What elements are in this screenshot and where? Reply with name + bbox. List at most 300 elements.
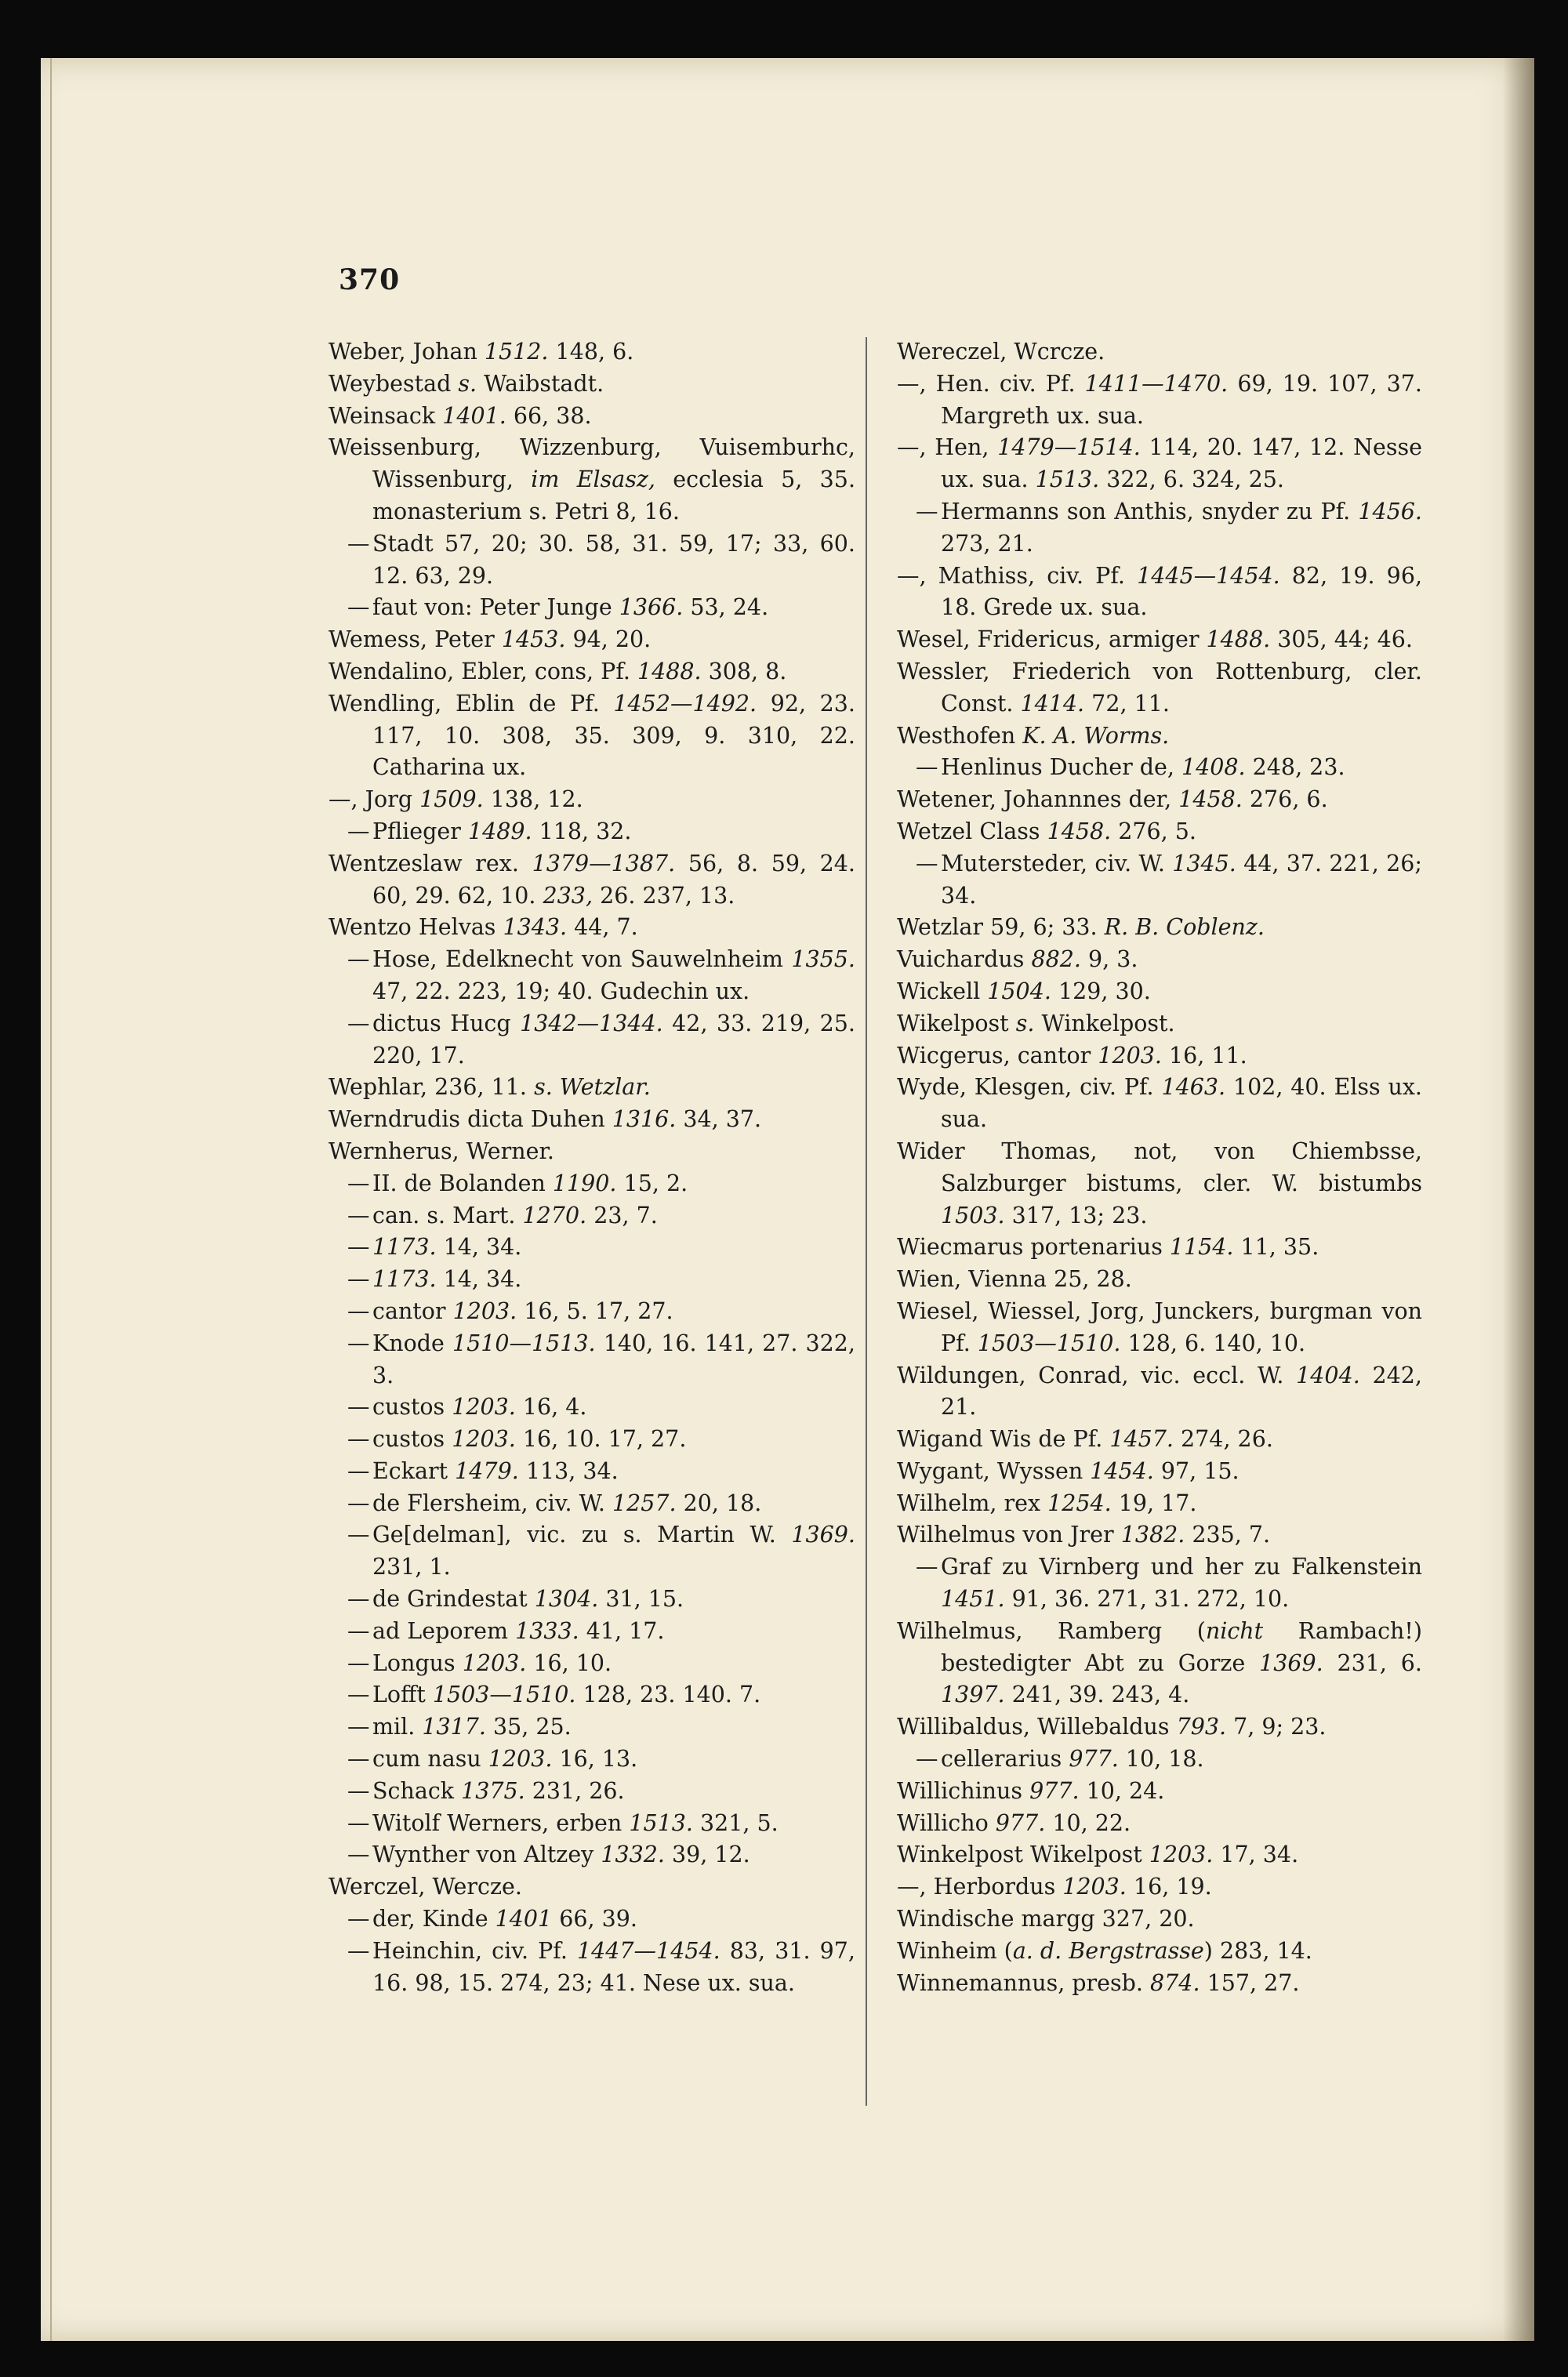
italic-segment: 1504. — [987, 978, 1051, 1004]
italic-segment: 1509. — [419, 786, 484, 813]
text-segment: 16, 19. — [1126, 1874, 1212, 1900]
subentry-dash: — — [347, 1457, 370, 1484]
italic-segment: 1203. — [1062, 1874, 1127, 1900]
index-entry — [328, 1072, 855, 1104]
italic-segment: 1203. — [452, 1394, 516, 1421]
text-segment: Witolf Werners, erben — [372, 1809, 630, 1836]
text-segment: Winheim ( — [897, 1937, 1013, 1964]
text-segment: 44, 37. 221, 26; 34. — [941, 850, 1422, 909]
index-entry — [897, 1072, 1422, 1136]
italic-segment: s. — [1015, 1010, 1035, 1036]
index-entry — [897, 1711, 1422, 1744]
index-entry — [897, 1008, 1422, 1040]
text-segment: Wider Thomas, not, von Chiembsse, Salzburger bistums, cler. W. bistumbs — [897, 1138, 1422, 1196]
subentry-dash: — — [347, 1746, 370, 1773]
italic-segment: 1513. — [1035, 466, 1100, 493]
index-entry — [328, 336, 855, 368]
italic-segment: 1190. — [552, 1170, 617, 1196]
text-segment: ) 283, 14. — [1203, 1937, 1312, 1964]
index-subentry — [328, 1648, 855, 1680]
italic-segment: 1458. — [1047, 818, 1112, 844]
text-segment: Westhofen — [897, 722, 1023, 749]
text-segment: Weinsack — [328, 402, 443, 429]
italic-segment: 1333. — [515, 1617, 579, 1644]
italic-segment: 1397. — [941, 1682, 1005, 1708]
text-segment: Willicho — [897, 1809, 996, 1836]
text-segment: Hermanns son Anthis, snyder zu Pf. — [941, 498, 1359, 524]
subentry-dash: — — [347, 1202, 370, 1228]
text-segment: dictus Hucg — [372, 1010, 521, 1036]
text-segment: Winkelpost. — [1034, 1010, 1175, 1036]
text-segment: ecclesia 5, 35. monasterium s. Petri 8, 16. — [372, 466, 856, 524]
index-subentry — [897, 1744, 1422, 1776]
italic-segment: 1382. — [1120, 1522, 1185, 1548]
index-entry — [897, 1839, 1422, 1871]
text-segment: 241, 39. 243, 4. — [1004, 1682, 1190, 1708]
index-entry — [897, 1616, 1422, 1711]
index-entry — [897, 1519, 1422, 1551]
italic-segment: 882. — [1031, 946, 1081, 973]
index-subentry — [328, 816, 855, 848]
subentry-dash: — — [347, 1490, 370, 1516]
italic-segment: 1408. — [1181, 754, 1246, 781]
text-segment: 235, 7. — [1185, 1522, 1271, 1548]
italic-segment: 1203. — [462, 1649, 527, 1676]
subentry-dash: — — [916, 754, 938, 781]
subentry-dash: — — [916, 1554, 938, 1580]
text-segment: Wiecmarus portenarius — [897, 1234, 1170, 1261]
italic-segment: 977. — [1029, 1777, 1080, 1804]
subentry-dash: — — [347, 1234, 370, 1261]
italic-segment: 1355. — [791, 946, 855, 973]
italic-segment: 1479—1514. — [997, 434, 1141, 461]
column-divider — [866, 337, 867, 2106]
index-subentry — [328, 1679, 855, 1711]
text-segment: —, Hen, — [897, 434, 998, 461]
index-subentry — [897, 848, 1422, 913]
text-segment: 82, 19. 96, 18. Grede ux. sua. — [941, 562, 1423, 621]
italic-segment: 1375. — [461, 1777, 525, 1804]
text-segment: 305, 44; 46. — [1270, 626, 1413, 653]
subentry-dash: — — [916, 498, 938, 524]
text-segment: Weybestad — [328, 370, 459, 397]
subentry-dash: — — [347, 1777, 370, 1804]
index-subentry — [328, 1264, 855, 1296]
italic-segment: 1173. — [372, 1234, 437, 1261]
italic-segment: 1456. — [1358, 498, 1422, 524]
text-segment: Wessler, Friederich von Rottenburg, cler. Const. — [897, 658, 1422, 717]
italic-segment: s. — [458, 370, 477, 397]
index-subentry — [328, 1200, 855, 1232]
text-segment: Ge[delman], vic. zu s. Martin W. — [372, 1522, 792, 1548]
italic-segment: 1366. — [619, 594, 684, 621]
text-segment: 308, 8. — [701, 658, 787, 684]
italic-segment: 1203. — [452, 1426, 516, 1453]
italic-segment: 1458. — [1178, 786, 1243, 813]
index-entry — [328, 1104, 855, 1136]
text-segment: 128, 6. 140, 10. — [1120, 1330, 1306, 1356]
subentry-dash: — — [347, 1010, 370, 1036]
index-entry — [897, 624, 1422, 656]
italic-segment: 1154. — [1169, 1234, 1234, 1261]
text-segment: Wemess, Peter — [328, 626, 502, 653]
index-subentry — [897, 752, 1422, 784]
text-segment: —, Hen. civ. Pf. — [897, 370, 1085, 397]
italic-segment: 1479. — [455, 1457, 519, 1484]
text-segment: Wikelpost — [897, 1010, 1016, 1036]
index-entry — [897, 1136, 1422, 1232]
index-entry — [897, 561, 1422, 625]
index-entry — [897, 1776, 1422, 1808]
text-segment: 274, 26. — [1173, 1426, 1273, 1453]
index-entry — [328, 432, 855, 528]
index-subentry — [328, 1744, 855, 1776]
text-segment: 34, 37. — [676, 1106, 762, 1133]
text-segment: Graf zu Virnberg und her zu Falkenstein — [941, 1554, 1422, 1580]
italic-segment: 1503—1510. — [432, 1682, 576, 1708]
subentry-dash: — — [347, 1682, 370, 1708]
text-segment: 231, 1. — [372, 1554, 451, 1580]
text-segment: 92, 23. 117, 10. 308, 35. 309, 9. 310, 22. Catharina ux. — [372, 690, 855, 781]
italic-segment: 1270. — [522, 1202, 587, 1228]
text-segment: 16, 10. — [526, 1649, 612, 1676]
text-segment: cellerarius — [941, 1746, 1069, 1773]
text-segment: Werndrudis dicta Duhen — [328, 1106, 612, 1133]
index-subentry — [897, 496, 1422, 561]
text-segment: 16, 13. — [552, 1746, 638, 1773]
text-segment: 83, 31. 97, 16. 98, 15. 274, 23; 41. Nese ux. sua. — [372, 1937, 855, 1996]
italic-segment: 977. — [995, 1809, 1046, 1836]
index-entry — [897, 944, 1422, 976]
index-entry — [897, 1232, 1422, 1264]
text-segment: mil. — [372, 1714, 423, 1740]
italic-segment: a. d. Bergstrasse — [1012, 1937, 1204, 1964]
italic-segment: 1513. — [629, 1809, 693, 1836]
text-segment: Schack — [372, 1777, 462, 1804]
text-segment: 102, 40. Elss ux. sua. — [941, 1074, 1422, 1133]
index-entry — [897, 1871, 1422, 1903]
text-segment: Eckart — [372, 1457, 456, 1484]
text-segment: 14, 34. — [436, 1266, 522, 1293]
index-entry — [897, 1808, 1422, 1840]
text-segment: Willibaldus, Willebaldus — [897, 1714, 1177, 1740]
text-segment: Rambach!) bestedigter Abt zu Gorze — [941, 1617, 1422, 1676]
text-segment: 19, 17. — [1111, 1490, 1197, 1516]
italic-segment: 1414. — [1020, 690, 1085, 717]
subentry-dash: — — [916, 850, 938, 876]
text-segment: Weissenburg, Wizzenburg, Vuisemburhc, Wissenburg, — [328, 434, 855, 493]
subentry-dash: — — [347, 1617, 370, 1644]
text-segment: 15, 2. — [616, 1170, 688, 1196]
subentry-dash: — — [347, 1170, 370, 1196]
text-segment: 16, 10. 17, 27. — [515, 1426, 687, 1453]
text-segment: 66, 38. — [506, 402, 592, 429]
text-segment: 129, 30. — [1051, 978, 1151, 1004]
text-segment: cantor — [372, 1297, 453, 1324]
italic-segment: 1411—1470. — [1084, 370, 1229, 397]
text-segment: cum nasu — [372, 1746, 488, 1773]
right-index-column — [897, 336, 1422, 1999]
index-entry — [897, 1456, 1422, 1488]
italic-segment: 1317. — [422, 1714, 486, 1740]
subentry-dash: — — [347, 1330, 370, 1356]
text-segment: 140, 16. 141, 27. 322, 3. — [372, 1330, 855, 1388]
index-entry — [328, 912, 855, 944]
text-segment: Knode — [372, 1330, 452, 1356]
subentry-dash: — — [347, 1266, 370, 1293]
subentry-dash: — — [916, 1746, 938, 1773]
italic-segment: 977. — [1069, 1746, 1119, 1773]
text-segment: 10, 18. — [1118, 1746, 1204, 1773]
index-entry — [897, 1424, 1422, 1456]
text-segment: Wickell — [897, 978, 988, 1004]
subentry-dash: — — [347, 530, 370, 557]
text-segment: Wesel, Fridericus, armiger — [897, 626, 1207, 653]
text-segment: 128, 23. 140. 7. — [575, 1682, 761, 1708]
text-segment: faut von: Peter Junge — [372, 594, 619, 621]
subentry-dash: — — [347, 1522, 370, 1548]
index-subentry — [328, 1936, 855, 2000]
index-entry — [328, 848, 855, 913]
text-segment: Wicgerus, cantor — [897, 1042, 1098, 1069]
text-segment: —, Mathiss, civ. Pf. — [897, 562, 1138, 589]
index-entry — [897, 784, 1422, 816]
text-segment: Wien, Vienna 25, 28. — [897, 1266, 1132, 1293]
italic-segment: 1503—1510. — [977, 1330, 1121, 1356]
text-segment: 20, 18. — [676, 1490, 762, 1516]
text-segment: Wendalino, Ebler, cons, Pf. — [328, 658, 637, 684]
text-segment: Windische margg 327, 20. — [897, 1906, 1195, 1932]
text-segment: Wygant, Wyssen — [897, 1457, 1091, 1484]
subentry-dash: — — [347, 594, 370, 621]
text-segment: custos — [372, 1426, 452, 1453]
index-subentry — [328, 1519, 855, 1584]
text-segment: Wynther von Altzey — [372, 1842, 601, 1868]
italic-segment: 1404. — [1296, 1362, 1360, 1388]
text-segment: Wildungen, Conrad, vic. eccl. W. — [897, 1362, 1297, 1388]
index-subentry — [328, 1424, 855, 1456]
text-segment: 114, 20. 147, 12. Nesse ux. sua. — [941, 434, 1422, 493]
text-segment: Wiesel, Wiessel, Jorg, Junckers, burgman von Pf. — [897, 1297, 1422, 1356]
italic-segment: 1503. — [941, 1202, 1005, 1228]
text-segment: 16, 11. — [1161, 1042, 1247, 1069]
text-segment: 17, 34. — [1213, 1842, 1299, 1868]
text-segment: 56, 8. 59, 24. 60, 29. 62, 10. — [372, 850, 855, 909]
text-segment: 47, 22. 223, 19; 40. Gudechin ux. — [372, 978, 750, 1004]
text-segment: 138, 12. — [483, 786, 583, 813]
italic-segment: nicht — [1205, 1617, 1264, 1644]
binding-line — [50, 58, 52, 2341]
text-segment: 97, 15. — [1153, 1457, 1240, 1484]
text-segment: Wilhelmus, Ramberg ( — [897, 1617, 1206, 1644]
index-subentry — [328, 1776, 855, 1808]
italic-segment: 1401 — [495, 1906, 553, 1932]
subentry-dash: — — [347, 1809, 370, 1836]
text-segment: 35, 25. — [485, 1714, 572, 1740]
italic-segment: s. Wetzlar. — [534, 1074, 651, 1101]
text-segment: Werczel, Wercze. — [328, 1874, 522, 1900]
text-segment: 66, 39. — [552, 1906, 637, 1932]
text-segment: Wephlar, 236, 11. — [328, 1074, 535, 1101]
index-subentry — [328, 1392, 855, 1424]
text-segment: Wilhelm, rex — [897, 1490, 1048, 1516]
text-segment: der, Kinde — [372, 1906, 495, 1932]
text-segment: Vuichardus — [897, 946, 1032, 973]
italic-segment: 1369. — [1259, 1649, 1323, 1676]
text-segment: 248, 23. — [1245, 754, 1345, 781]
text-segment: 231, 6. — [1323, 1649, 1422, 1676]
text-segment: 94, 20. — [565, 626, 652, 653]
text-segment: Lofft — [372, 1682, 433, 1708]
italic-segment: 1304. — [534, 1586, 599, 1613]
text-segment: 118, 32. — [532, 818, 632, 844]
italic-segment: 1454. — [1090, 1457, 1154, 1484]
index-subentry — [328, 1711, 855, 1744]
italic-segment: 1489. — [467, 818, 532, 844]
subentry-dash: — — [347, 818, 370, 844]
italic-segment: K. A. Worms. — [1022, 722, 1170, 749]
text-segment: 10, 22. — [1045, 1809, 1131, 1836]
text-segment: 9, 3. — [1080, 946, 1138, 973]
index-entry — [328, 688, 855, 784]
text-segment: 91, 36. 271, 31. 272, 10. — [1004, 1586, 1290, 1613]
index-entry — [897, 720, 1422, 753]
text-segment: de Flersheim, civ. W. — [372, 1490, 612, 1516]
index-entry — [328, 656, 855, 688]
index-entry — [897, 1936, 1422, 1968]
index-subentry — [328, 1903, 855, 1936]
index-subentry — [328, 1328, 855, 1392]
index-subentry — [328, 1616, 855, 1648]
text-segment: 10, 24. — [1079, 1777, 1165, 1804]
left-index-column — [328, 336, 855, 1999]
subentry-dash: — — [347, 1649, 370, 1676]
text-segment: 26. 237, 13. — [593, 882, 735, 909]
text-segment: —, Jorg — [328, 786, 420, 813]
text-segment: Weber, Johan — [328, 339, 485, 365]
index-subentry — [328, 944, 855, 1008]
italic-segment: 1463. — [1161, 1074, 1226, 1101]
text-segment: Winnemannus, presb. — [897, 1969, 1151, 1996]
index-subentry — [328, 1168, 855, 1200]
text-segment: can. s. Mart. — [372, 1202, 523, 1228]
index-entry — [897, 368, 1422, 433]
italic-segment: 1451. — [941, 1586, 1005, 1613]
index-entry — [328, 624, 855, 656]
subentry-dash: — — [347, 1394, 370, 1421]
index-entry — [328, 1136, 855, 1168]
index-entry — [328, 401, 855, 433]
text-segment: Wendling, Eblin de Pf. — [328, 690, 614, 717]
italic-segment: 1453. — [501, 626, 566, 653]
italic-segment: R. B. Coblenz. — [1104, 914, 1265, 941]
index-entry — [328, 368, 855, 401]
italic-segment: 1316. — [612, 1106, 677, 1133]
text-segment: Waibstadt. — [477, 370, 604, 397]
text-segment: Hose, Edelknecht von Sauwelnheim — [372, 946, 792, 973]
index-entry — [897, 1360, 1422, 1424]
italic-segment: 1512. — [484, 339, 549, 365]
italic-segment: 874. — [1150, 1969, 1200, 1996]
index-entry — [897, 656, 1422, 720]
index-subentry — [328, 1808, 855, 1840]
index-entry — [897, 1296, 1422, 1360]
index-subentry — [328, 1232, 855, 1264]
subentry-dash: — — [347, 1426, 370, 1453]
italic-segment: 1488. — [1206, 626, 1271, 653]
index-entry — [897, 432, 1422, 496]
italic-segment: 1257. — [612, 1490, 677, 1516]
text-segment: 242, 21. — [941, 1362, 1422, 1421]
index-entry — [897, 1488, 1422, 1520]
text-segment: Wetzlar 59, 6; 33. — [897, 914, 1105, 941]
index-subentry — [897, 1551, 1422, 1616]
index-entry — [328, 784, 855, 816]
text-segment: 42, 33. 219, 25. 220, 17. — [372, 1010, 855, 1069]
text-segment: 321, 5. — [692, 1809, 779, 1836]
italic-segment: 1345. — [1172, 850, 1236, 876]
index-entry — [897, 912, 1422, 944]
text-segment: 16, 4. — [515, 1394, 587, 1421]
text-segment: 23, 7. — [586, 1202, 658, 1228]
italic-segment: 1343. — [503, 914, 568, 941]
italic-segment: 1445—1454. — [1137, 562, 1280, 589]
index-entry — [897, 1903, 1422, 1936]
text-segment: Henlinus Ducher de, — [941, 754, 1182, 781]
text-segment: Wereczel, Wcrcze. — [897, 339, 1105, 365]
text-segment: Wyde, Klesgen, civ. Pf. — [897, 1074, 1162, 1101]
text-segment: 276, 5. — [1111, 818, 1196, 844]
italic-segment: 1488. — [637, 658, 702, 684]
text-segment: 72, 11. — [1084, 690, 1170, 717]
index-subentry — [328, 1008, 855, 1072]
text-segment: 16, 5. 17, 27. — [517, 1297, 673, 1324]
text-segment: 7, 9; 23. — [1226, 1714, 1327, 1740]
text-segment: Wetzel Class — [897, 818, 1047, 844]
index-entry — [328, 1871, 855, 1903]
italic-segment: 1447—1454. — [577, 1937, 720, 1964]
italic-segment: 1203. — [1098, 1042, 1162, 1069]
text-segment: 69, 19. 107, 37. Margreth ux. sua. — [941, 370, 1422, 429]
text-segment: II. de Bolanden — [372, 1170, 553, 1196]
italic-segment: 1379—1387. — [532, 850, 676, 876]
index-entry — [897, 816, 1422, 848]
italic-segment: 1203. — [452, 1297, 517, 1324]
text-segment: Willichinus — [897, 1777, 1030, 1804]
index-entry — [897, 976, 1422, 1008]
index-subentry — [328, 1456, 855, 1488]
italic-segment: 1401. — [442, 402, 506, 429]
italic-segment: 1457. — [1109, 1426, 1174, 1453]
text-segment: 157, 27. — [1200, 1969, 1300, 1996]
index-subentry — [328, 1839, 855, 1871]
page-number: 370 — [339, 263, 401, 296]
italic-segment: 1332. — [601, 1842, 665, 1868]
subentry-dash: — — [347, 1906, 370, 1932]
subentry-dash: — — [347, 1586, 370, 1613]
italic-segment: 1254. — [1047, 1490, 1112, 1516]
text-segment: 41, 17. — [579, 1617, 665, 1644]
text-segment: 231, 26. — [524, 1777, 625, 1804]
text-segment: 317, 13; 23. — [1004, 1202, 1148, 1228]
book-page — [41, 58, 1534, 2341]
italic-segment: 1342—1344. — [520, 1010, 663, 1036]
text-segment: 31, 15. — [598, 1586, 684, 1613]
index-subentry — [328, 1488, 855, 1520]
text-segment: Wigand Wis de Pf. — [897, 1426, 1110, 1453]
italic-segment: 233, — [543, 882, 593, 909]
text-segment: Wernherus, Werner. — [328, 1138, 554, 1164]
